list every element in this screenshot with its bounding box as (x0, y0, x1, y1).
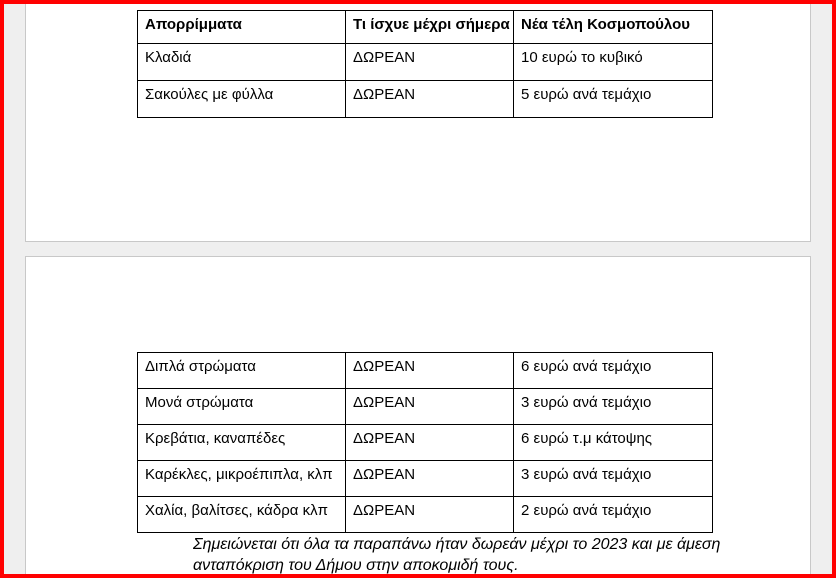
table-cell: 6 ευρώ ανά τεμάχιο (514, 353, 713, 389)
table-cell: ΔΩΡΕΑΝ (346, 81, 514, 118)
table-cell: 3 ευρώ ανά τεμάχιο (514, 461, 713, 497)
table-cell: ΔΩΡΕΑΝ (346, 353, 514, 389)
column-header-previous-fee: Τι ίσχυε μέχρι σήμερα (346, 11, 514, 44)
table-cell: 6 ευρώ τ.μ κάτοψης (514, 425, 713, 461)
table-row (138, 44, 713, 81)
table-cell: ΔΩΡΕΑΝ (346, 425, 514, 461)
table-cell: Μονά στρώματα (138, 389, 346, 425)
table-row (138, 81, 713, 118)
table-row (138, 497, 713, 533)
table-cell: 2 ευρώ ανά τεμάχιο (514, 497, 713, 533)
table-cell: 5 ευρώ ανά τεμάχιο (514, 81, 713, 118)
table-row (138, 425, 713, 461)
table-cell: ΔΩΡΕΑΝ (346, 389, 514, 425)
table-row (138, 461, 713, 497)
table-cell: ΔΩΡΕΑΝ (346, 44, 514, 81)
table-cell: 10 ευρώ το κυβικό (514, 44, 713, 81)
table-cell: Καρέκλες, μικροέπιπλα, κλπ (138, 461, 346, 497)
fees-table-page1 (137, 10, 713, 118)
table-header-row (138, 11, 713, 44)
table-row (138, 353, 713, 389)
table-cell: Σακούλες με φύλλα (138, 81, 346, 118)
note-paragraph (193, 534, 720, 576)
table-cell: Κλαδιά (138, 44, 346, 81)
table-row (138, 389, 713, 425)
note-line: ανταπόκριση του Δήμου στην αποκομιδή τους. (193, 557, 519, 574)
table-cell: Διπλά στρώματα (138, 353, 346, 389)
column-header-new-fee: Νέα τέλη Κοσμοπούλου (514, 11, 713, 44)
note-line: Σημειώνεται ότι όλα τα παραπάνω ήταν δωρεάν μέχρι το 2023 και με άμεση (193, 536, 721, 553)
document-page-1 (25, 0, 811, 242)
table-cell: Κρεβάτια, καναπέδες (138, 425, 346, 461)
table-cell: ΔΩΡΕΑΝ (346, 461, 514, 497)
table-cell: 3 ευρώ ανά τεμάχιο (514, 389, 713, 425)
column-header-waste: Απορρίμματα (138, 11, 346, 44)
fees-table-page2 (137, 352, 713, 533)
table-cell: Χαλία, βαλίτσες, κάδρα κλπ (138, 497, 346, 533)
document-page-2 (25, 256, 811, 578)
table-cell: ΔΩΡΕΑΝ (346, 497, 514, 533)
